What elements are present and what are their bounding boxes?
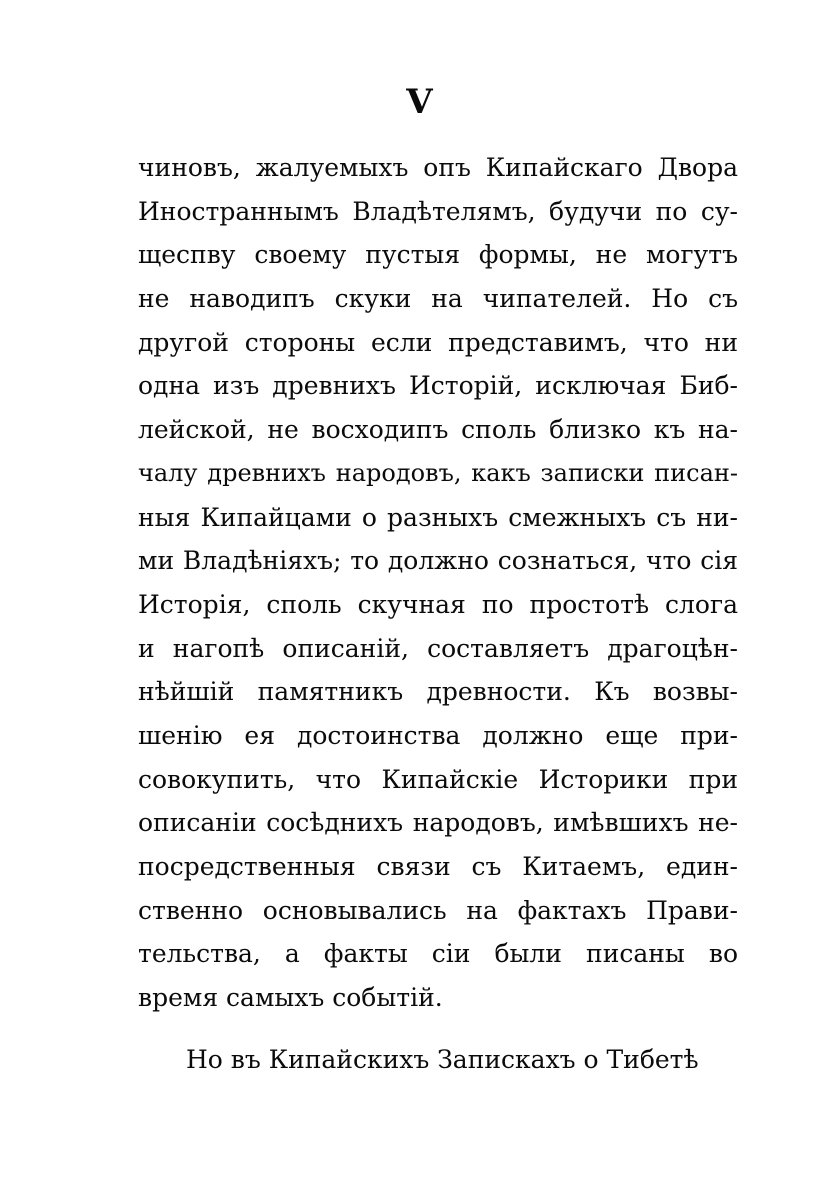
text-line: время самыхъ событій. [138,983,443,1013]
text-line: Исторія, споль скучная по простотѣ слога [138,589,738,619]
text-line: Иностраннымъ Владѣтелямъ, будучи по су- [138,196,738,226]
body-text [138,146,738,1081]
text-line: другой стороны если представимъ, что ни [138,327,738,357]
text-line: одна изъ древнихъ Исторій, исключая Биб- [138,371,738,401]
text-line: щеспву своему пустыя формы, не могутъ [138,240,738,270]
text-line: совокупить, что Кипайскіе Историки при [138,764,738,794]
text-line: ми Владѣніяхъ; то должно сознаться, что сія [138,546,738,576]
text-line: нѣйшій памятникъ древности. Къ возвы- [138,677,738,707]
text-line: ныя Кипайцами о разныхъ смежныхъ съ ни- [138,502,738,532]
page-number: V [406,82,434,122]
text-line: чиновъ, жалуемыхъ опъ Кипайскаго Двора [138,153,738,182]
text-line: шенію ея достоинства должно еще при- [138,720,738,750]
text-line: тельства, а факты сіи были писаны во [138,939,738,969]
text-line: лейской, не восходипъ споль близко къ на- [138,415,738,445]
text-line: чалу древнихъ народовъ, какъ записки писан- [138,458,738,487]
text-line: ственно основывались на фактахъ Прави- [138,895,738,925]
text-line: посредственныя связи съ Китаемъ, един- [138,852,738,881]
text-line: и нагопѣ описаній, составляетъ драгоцѣн- [138,633,738,663]
text-line: описаніи сосѣднихъ народовъ, имѣвшихъ не- [138,808,738,838]
text-line: не наводипъ скуки на чипателей. Но съ [138,284,738,314]
paragraph-start-line: Но въ Кипайскихъ Запискахъ о Тибетѣ [186,1044,699,1074]
